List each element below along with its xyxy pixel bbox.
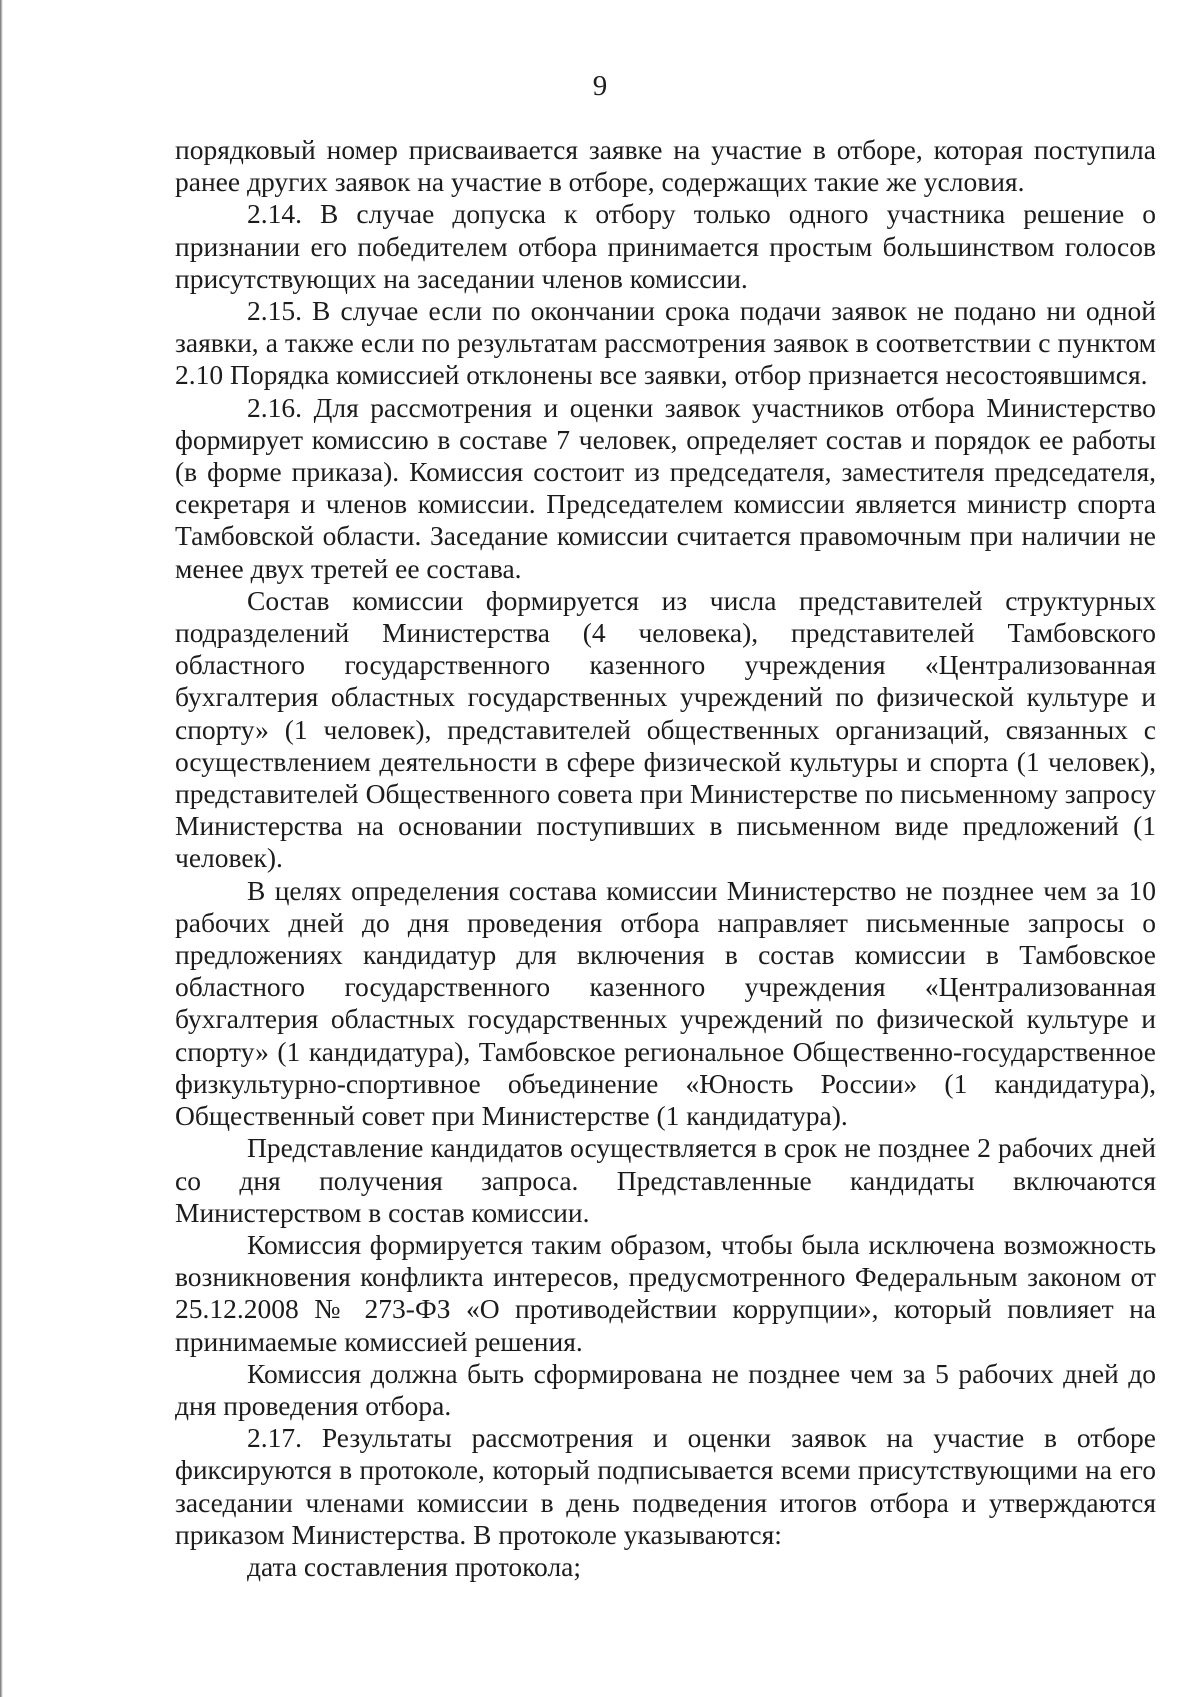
paragraph-commission-deadline: Комиссия должна быть сформирована не позднее чем за 5 рабочих дней до дня проведения отбора. <box>175 1357 1156 1421</box>
paragraph-continuation: порядковый номер присваивается заявке на участие в отборе, которая поступила ранее других заявок на участие в отборе, содержащих такие же условия. <box>175 134 1156 198</box>
paragraph-2-16: 2.16. Для рассмотрения и оценки заявок участников отбора Министерство формирует комиссию в составе 7 человек, определяет состав и порядок ее работы (в форме приказа). Комиссия состоит из председателя, заместителя председателя, секретаря и членов комиссии. Председателем комиссии является министр спорта Тамбовской области. Заседание комиссии считается правомочным при наличии не менее двух третей ее состава. <box>175 391 1156 584</box>
paragraph-candidates-submission: Представление кандидатов осуществляется в срок не позднее 2 рабочих дней со дня получения запроса. Представленные кандидаты включаются Министерством в состав комиссии. <box>175 1132 1156 1228</box>
paragraph-commission-requests: В целях определения состава комиссии Министерство не позднее чем за 10 рабочих дней до дня проведения отбора направляет письменные запросы о предложениях кандидатур для включения в состав комиссии в Тамбовское областного государственного казенного учреждения «Централизованная бухгалтерия областных государственных учреждений по физической культуре и спорту» (1 кандидатура), Тамбовское региональное Общественно-государственное физкультурно-спортивное объединение «Юность России» (1 кандидатура), Общественный совет при Министерстве (1 кандидатура). <box>175 874 1156 1132</box>
paragraph-conflict-of-interest: Комиссия формируется таким образом, чтобы была исключена возможность возникновения конфликта интересов, предусмотренного Федеральным законом от 25.12.2008 № 273-ФЗ «О противодействии коррупции», который повлияет на принимаемые комиссией решения. <box>175 1228 1156 1357</box>
scan-edge-shadow <box>0 0 3 1697</box>
paragraph-commission-composition: Состав комиссии формируется из числа представителей структурных подразделений Министерства (4 человека), представителей Тамбовского областного государственного казенного учреждения «Централизованная бухгалтерия областных государственных учреждений по физической культуре и спорту» (1 человек), представителей общественных организаций, связанных с осуществлением деятельности в сфере физической культуры и спорта (1 человек), представителей Общественного совета при Министерстве по письменному запросу Министерства на основании поступивших в письменном виде предложений (1 человек). <box>175 584 1156 874</box>
paragraph-2-14: 2.14. В случае допуска к отбору только одного участника решение о признании его победителем отбора принимается простым большинством голосов присутствующих на заседании членов комиссии. <box>175 198 1156 294</box>
paragraph-2-15: 2.15. В случае если по окончании срока подачи заявок не подано ни одной заявки, а также если по результатам рассмотрения заявок в соответствии с пунктом 2.10 Порядка комиссией отклонены все заявки, отбор признается несостоявшимся. <box>175 295 1156 391</box>
paragraph-2-17: 2.17. Результаты рассмотрения и оценки заявок на участие в отборе фиксируются в протоколе, который подписывается всеми присутствующими на его заседании членами комиссии в день подведения итогов отбора и утверждаются приказом Министерства. В протоколе указываются: <box>175 1422 1156 1550</box>
page-number: 9 <box>592 70 608 102</box>
document-body <box>175 134 1156 1583</box>
paragraph-protocol-date: дата составления протокола; <box>247 1550 582 1582</box>
